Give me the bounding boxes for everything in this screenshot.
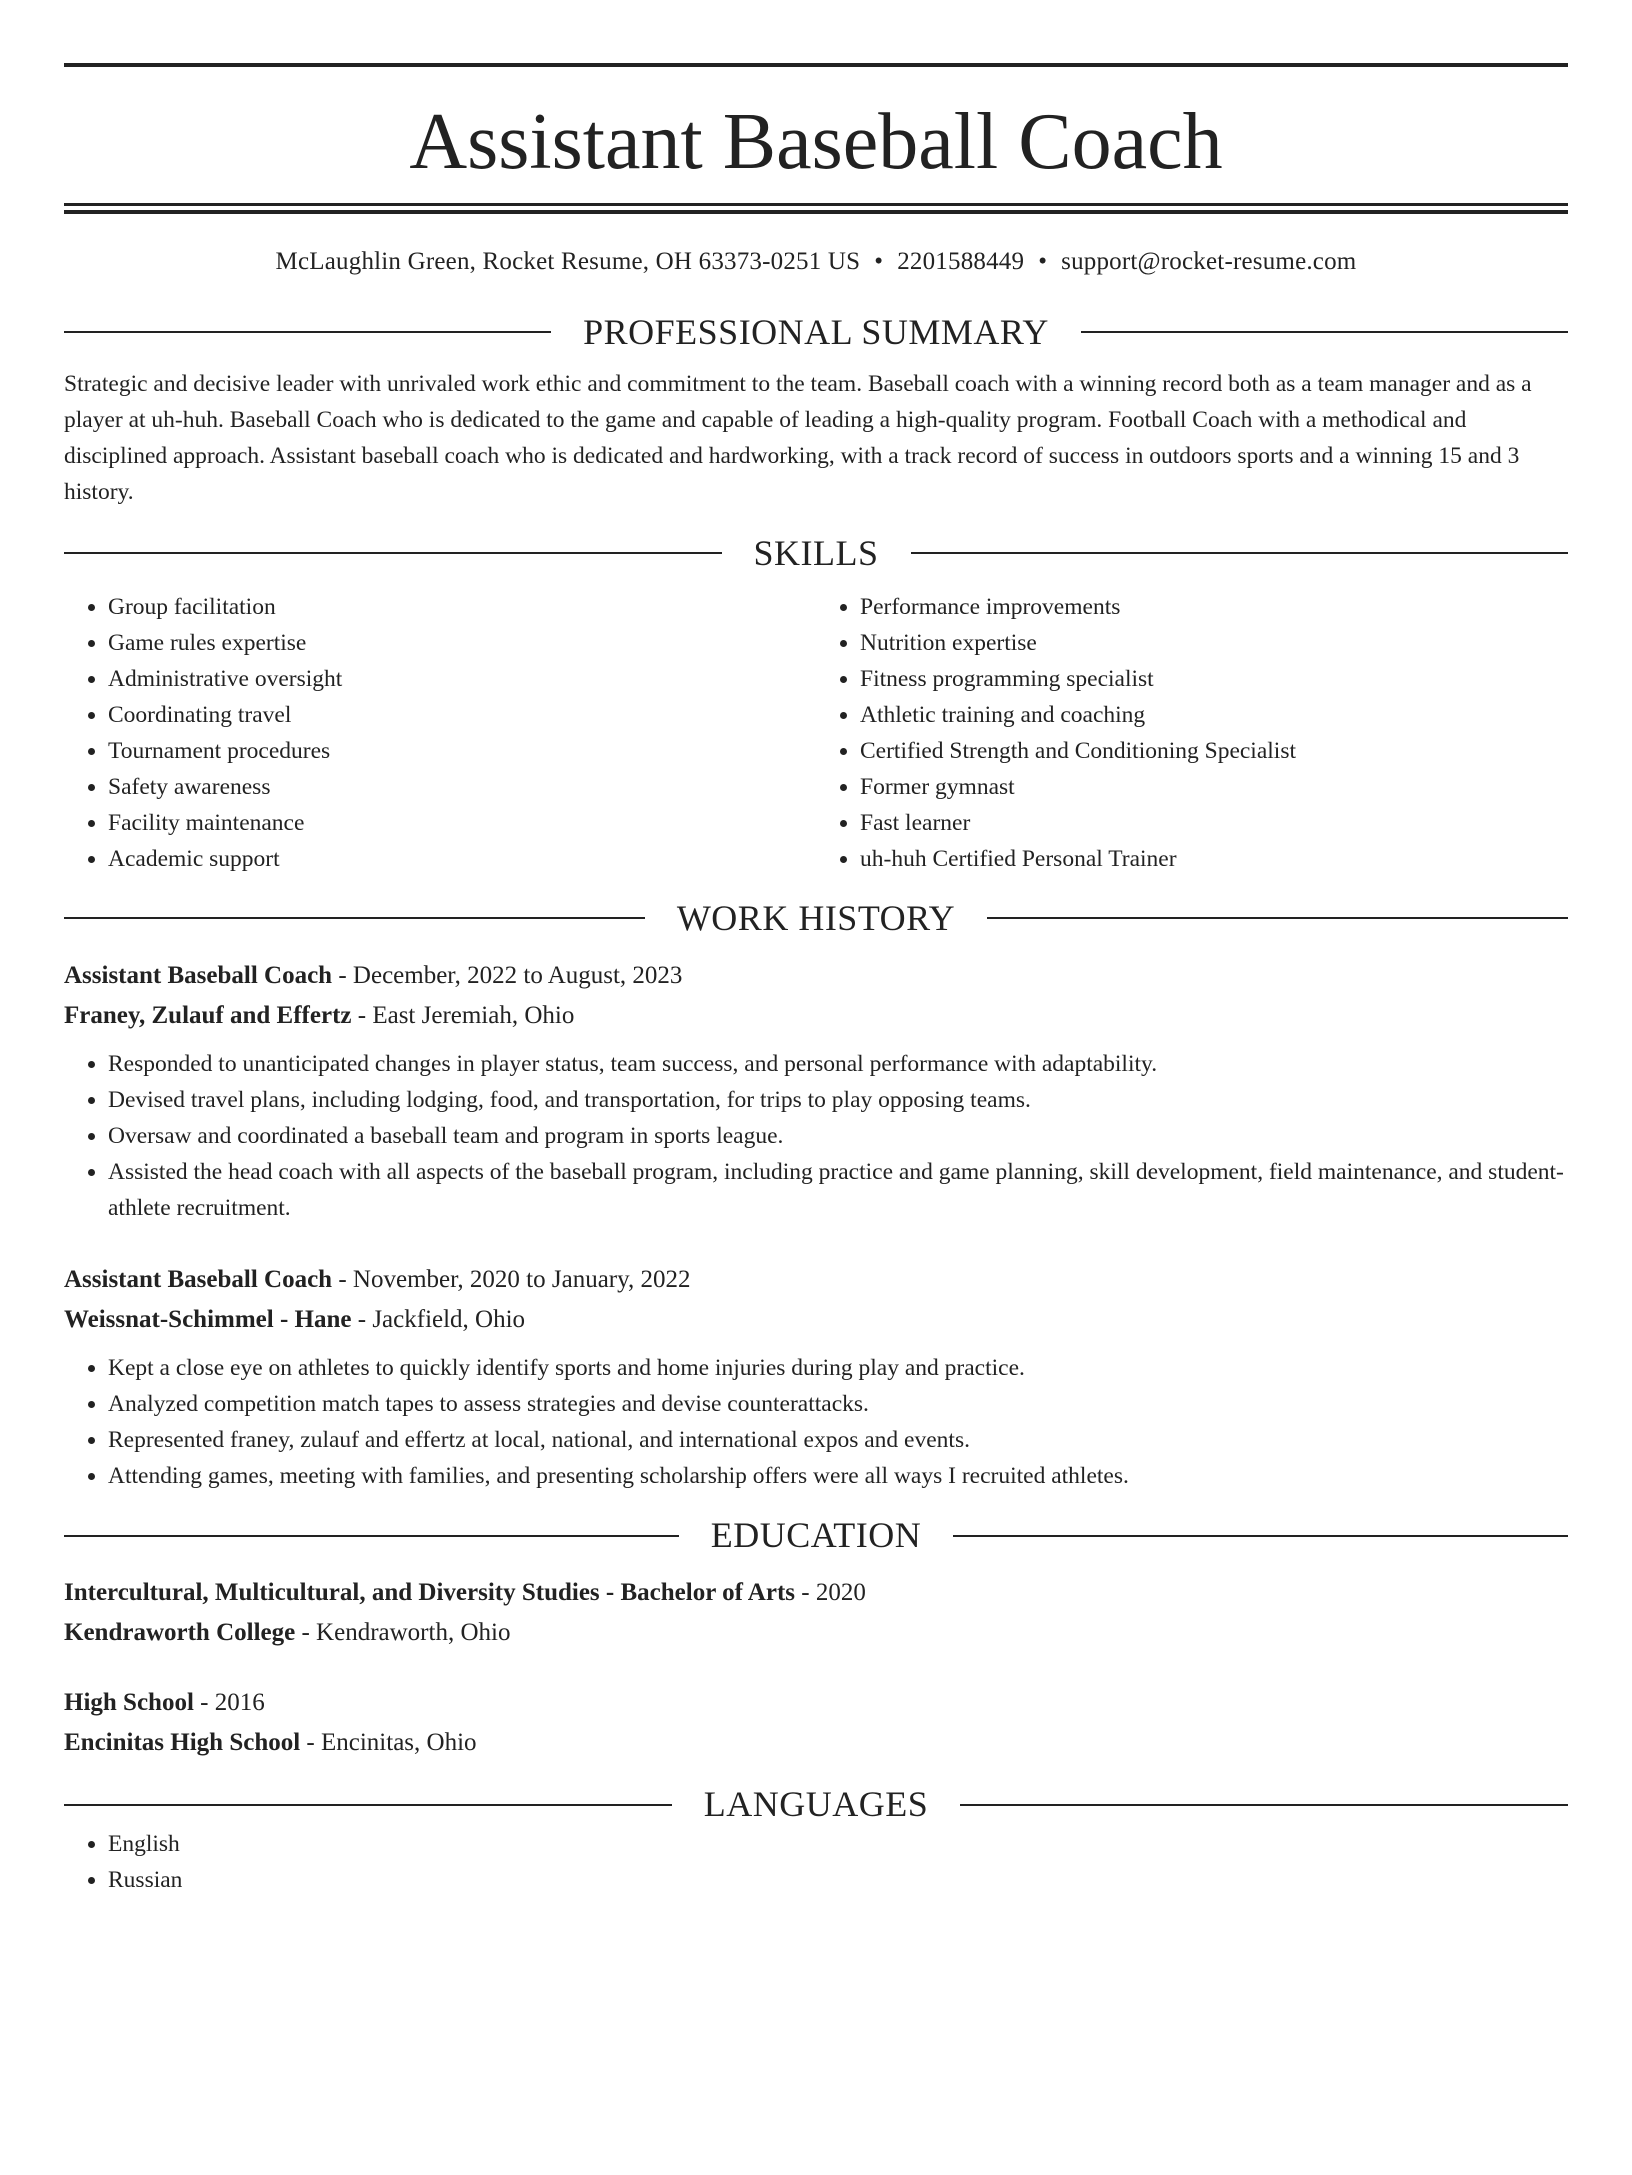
skill-item: • Fast learner	[860, 805, 1568, 841]
education-location: - Encinitas, Ohio	[300, 1729, 477, 1757]
section-header-work	[64, 897, 1568, 940]
divider-line	[987, 917, 1568, 919]
contact-email: support@rocket-resume.com	[1061, 248, 1357, 275]
divider-line	[911, 552, 1569, 554]
education-degree: Intercultural, Multicultural, and Diversity Studies - Bachelor of Arts	[64, 1579, 795, 1607]
job-company-line	[64, 1300, 1568, 1340]
job-company: Weissnat-Schimmel - Hane	[64, 1306, 352, 1334]
skill-item: • uh-huh Certified Personal Trainer	[860, 841, 1568, 877]
skill-item: • Game rules expertise	[108, 625, 816, 661]
job-entry	[64, 956, 1568, 1226]
job-title: Assistant Baseball Coach	[64, 962, 333, 990]
education-school-line	[64, 1723, 1568, 1763]
job-bullet: • Attending games, meeting with families, and presenting scholarship offers were all ways I recruited athletes.	[108, 1458, 1568, 1494]
contact-phone: 2201588449	[897, 248, 1025, 275]
divider-line	[64, 331, 551, 333]
education-school: Encinitas High School	[64, 1729, 301, 1757]
language-item: • Russian	[108, 1862, 1568, 1898]
title-double-rule	[64, 203, 1568, 214]
section-title-languages: LANGUAGES	[703, 1784, 929, 1825]
education-degree: High School	[64, 1689, 194, 1717]
skill-item: • Fitness programming specialist	[860, 661, 1568, 697]
education-school-line	[64, 1613, 1568, 1653]
job-bullets	[64, 1046, 1568, 1226]
contact-line	[64, 246, 1568, 279]
job-bullet: • Oversaw and coordinated a baseball team and program in sports league.	[108, 1118, 1568, 1154]
education-year: - 2020	[795, 1579, 866, 1607]
divider-line	[64, 552, 722, 554]
divider-line	[64, 1804, 672, 1806]
section-title-education: EDUCATION	[710, 1515, 922, 1556]
job-title: Assistant Baseball Coach	[64, 1266, 333, 1294]
section-header-education	[64, 1514, 1568, 1557]
job-bullet: • Analyzed competition match tapes to assess strategies and devise counterattacks.	[108, 1386, 1568, 1422]
education-school: Kendraworth College	[64, 1619, 296, 1647]
skill-item: • Certified Strength and Conditioning Specialist	[860, 733, 1568, 769]
divider-line	[64, 917, 645, 919]
job-company-line	[64, 996, 1568, 1036]
job-bullet: • Devised travel plans, including lodging, food, and transportation, for trips to play opposing teams.	[108, 1082, 1568, 1118]
skill-item: • Athletic training and coaching	[860, 697, 1568, 733]
job-company: Franey, Zulauf and Effertz	[64, 1002, 352, 1030]
divider-line	[64, 1535, 679, 1537]
skill-item: • Facility maintenance	[108, 805, 816, 841]
language-item: • English	[108, 1826, 1568, 1862]
job-dates: - December, 2022 to August, 2023	[332, 962, 683, 990]
divider-line	[1081, 331, 1568, 333]
job-title-line	[64, 956, 1568, 996]
languages-list	[64, 1826, 1568, 1898]
skill-item: • Safety awareness	[108, 769, 816, 805]
divider-line	[953, 1535, 1568, 1537]
resume-title: Assistant Baseball Coach	[409, 98, 1223, 186]
section-title-work: WORK HISTORY	[676, 897, 956, 938]
skills-columns	[64, 589, 1568, 877]
skill-item: • Nutrition expertise	[860, 625, 1568, 661]
section-header-summary	[64, 311, 1568, 354]
resume-page	[0, 63, 1632, 2175]
education-year: - 2016	[193, 1689, 265, 1717]
contact-separator: •	[874, 248, 884, 275]
section-title-summary: PROFESSIONAL SUMMARY	[583, 311, 1049, 352]
job-dates: - November, 2020 to January, 2022	[332, 1266, 691, 1294]
summary-text: Strategic and decisive leader with unrivaled work ethic and commitment to the team. Baseball coach with a winning record both as a team manager and as a player at uh-huh. Baseball Coach who is dedicated to the game and capable of leading a high-quality program. Football Coach with a methodical and disciplined approach. Assistant baseball coach who is dedicated and hardworking, with a track record of success in outdoors sports and a winning 15 and 3 history.	[64, 370, 1532, 505]
section-title-skills: SKILLS	[753, 532, 879, 573]
job-bullet: • Kept a close eye on athletes to quickly identify sports and home injuries during play and practice.	[108, 1350, 1568, 1386]
skill-item: • Coordinating travel	[108, 697, 816, 733]
skill-item: • Group facilitation	[108, 589, 816, 625]
job-title-line	[64, 1260, 1568, 1300]
skills-list-right	[816, 589, 1568, 877]
education-entry	[64, 1573, 1568, 1653]
skills-list-left	[64, 589, 816, 877]
section-header-languages	[64, 1783, 1568, 1826]
contact-separator: •	[1038, 248, 1048, 275]
contact-address: McLaughlin Green, Rocket Resume, OH 63373-0251 US	[275, 248, 861, 275]
job-entry	[64, 1260, 1568, 1494]
skill-item: • Performance improvements	[860, 589, 1568, 625]
section-header-skills	[64, 532, 1568, 575]
education-location: - Kendraworth, Ohio	[295, 1619, 511, 1647]
divider-line	[960, 1804, 1568, 1806]
education-entry	[64, 1683, 1568, 1763]
skill-item: • Tournament procedures	[108, 733, 816, 769]
job-bullets	[64, 1350, 1568, 1494]
job-location: - East Jeremiah, Ohio	[351, 1002, 575, 1030]
education-degree-line	[64, 1683, 1568, 1723]
job-bullet: • Responded to unanticipated changes in player status, team success, and personal performance with adaptability.	[108, 1046, 1568, 1082]
education-degree-line	[64, 1573, 1568, 1613]
skill-item: • Administrative oversight	[108, 661, 816, 697]
skill-item: • Former gymnast	[860, 769, 1568, 805]
job-bullet: • Represented franey, zulauf and effertz at local, national, and international expos and events.	[108, 1422, 1568, 1458]
job-bullet: • Assisted the head coach with all aspects of the baseball program, including practice and game planning, skill development, field maintenance, and student-athlete recruitment.	[108, 1154, 1568, 1226]
job-location: - Jackfield, Ohio	[351, 1306, 526, 1334]
skill-item: • Academic support	[108, 841, 816, 877]
